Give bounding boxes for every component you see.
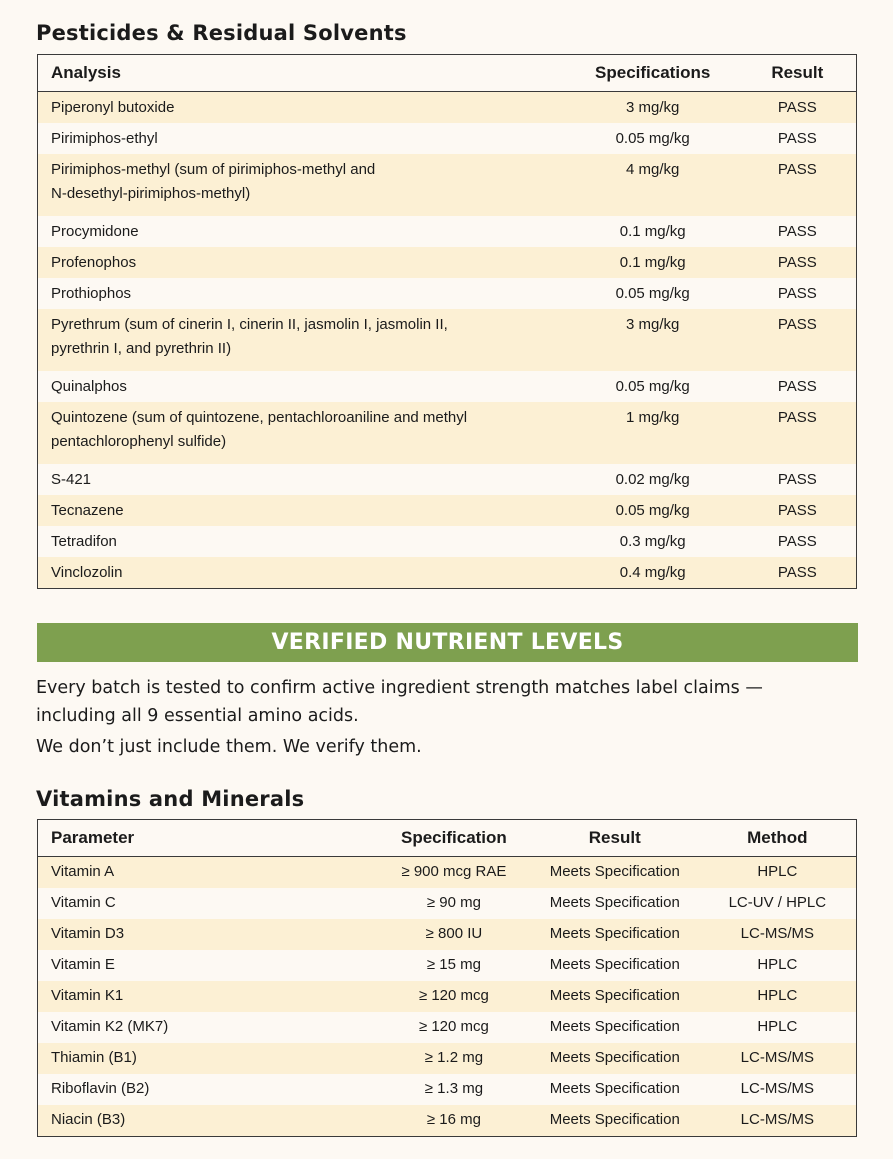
analysis-line: N-desethyl-pirimiphos-methyl) xyxy=(51,185,251,202)
table-row xyxy=(38,950,857,981)
spec-cell: ≥ 16 mg xyxy=(377,1105,531,1137)
analysis-cell xyxy=(38,154,567,216)
table-row xyxy=(38,981,857,1012)
column-header-specifications: Specifications xyxy=(567,55,739,92)
spec-cell: 0.1 mg/kg xyxy=(567,216,739,247)
table-row xyxy=(38,464,857,495)
spec-cell: ≥ 900 mcg RAE xyxy=(377,857,531,889)
method-cell: LC-MS/MS xyxy=(699,1105,857,1137)
spec-cell: ≥ 1.3 mg xyxy=(377,1074,531,1105)
table-row xyxy=(38,495,857,526)
analysis-cell: Quinalphos xyxy=(38,371,567,402)
method-cell: HPLC xyxy=(699,950,857,981)
analysis-line: Pyrethrum (sum of cinerin I, cinerin II, jasmolin I, jasmolin II, xyxy=(51,316,448,333)
spec-cell: 0.05 mg/kg xyxy=(567,371,739,402)
result-cell: Meets Specification xyxy=(531,1074,699,1105)
result-cell: Meets Specification xyxy=(531,1105,699,1137)
verification-tagline: We don’t just include them. We verify them. xyxy=(36,737,422,757)
column-header-parameter: Parameter xyxy=(38,820,377,857)
method-cell: LC-MS/MS xyxy=(699,1074,857,1105)
table-row xyxy=(38,154,857,216)
column-header-result: Result xyxy=(531,820,699,857)
result-cell: PASS xyxy=(739,464,857,495)
spec-cell: 0.02 mg/kg xyxy=(567,464,739,495)
result-cell: PASS xyxy=(739,278,857,309)
parameter-cell: Thiamin (B1) xyxy=(38,1043,377,1074)
method-cell: LC-UV / HPLC xyxy=(699,888,857,919)
parameter-cell: Vitamin C xyxy=(38,888,377,919)
analysis-cell: Procymidone xyxy=(38,216,567,247)
spec-cell: 0.05 mg/kg xyxy=(567,278,739,309)
analysis-cell: Piperonyl butoxide xyxy=(38,92,567,124)
method-cell: HPLC xyxy=(699,1012,857,1043)
analysis-cell: Tetradifon xyxy=(38,526,567,557)
method-cell: LC-MS/MS xyxy=(699,1043,857,1074)
result-cell: PASS xyxy=(739,371,857,402)
analysis-cell xyxy=(38,309,567,371)
analysis-cell xyxy=(38,402,567,464)
spec-cell: 0.3 mg/kg xyxy=(567,526,739,557)
parameter-cell: Riboflavin (B2) xyxy=(38,1074,377,1105)
spec-cell: ≥ 15 mg xyxy=(377,950,531,981)
analysis-line: pyrethrin I, and pyrethrin II) xyxy=(51,340,232,357)
parameter-cell: Vitamin K1 xyxy=(38,981,377,1012)
column-header-result: Result xyxy=(739,55,857,92)
result-cell: PASS xyxy=(739,526,857,557)
paragraph-line: including all 9 essential amino acids. xyxy=(36,706,359,726)
column-header-analysis: Analysis xyxy=(38,55,567,92)
table-row xyxy=(38,402,857,464)
table-row xyxy=(38,1012,857,1043)
parameter-cell: Vitamin K2 (MK7) xyxy=(38,1012,377,1043)
table-row xyxy=(38,1105,857,1137)
table-row xyxy=(38,557,857,589)
method-cell: LC-MS/MS xyxy=(699,919,857,950)
spec-cell: 3 mg/kg xyxy=(567,92,739,124)
table-row xyxy=(38,888,857,919)
table-row xyxy=(38,1043,857,1074)
parameter-cell: Niacin (B3) xyxy=(38,1105,377,1137)
verification-paragraph xyxy=(36,674,856,730)
analysis-cell: Prothiophos xyxy=(38,278,567,309)
result-cell: Meets Specification xyxy=(531,857,699,889)
table-header-row xyxy=(38,820,857,857)
table-row xyxy=(38,123,857,154)
parameter-cell: Vitamin E xyxy=(38,950,377,981)
analysis-line: pentachlorophenyl sulfide) xyxy=(51,433,227,450)
parameter-cell: Vitamin D3 xyxy=(38,919,377,950)
spec-cell: ≥ 90 mg xyxy=(377,888,531,919)
vitamins-section-title: Vitamins and Minerals xyxy=(36,787,305,811)
table-row xyxy=(38,919,857,950)
method-cell: HPLC xyxy=(699,981,857,1012)
vitamins-table xyxy=(37,819,857,1137)
table-row xyxy=(38,857,857,889)
analysis-cell: Pirimiphos-ethyl xyxy=(38,123,567,154)
table-header-row xyxy=(38,55,857,92)
spec-cell: 4 mg/kg xyxy=(567,154,739,216)
result-cell: PASS xyxy=(739,123,857,154)
table-row xyxy=(38,526,857,557)
paragraph-line: Every batch is tested to confirm active ingredient strength matches label claims — xyxy=(36,678,763,698)
result-cell: PASS xyxy=(739,309,857,371)
analysis-cell: S-421 xyxy=(38,464,567,495)
result-cell: PASS xyxy=(739,247,857,278)
result-cell: PASS xyxy=(739,495,857,526)
parameter-cell: Vitamin A xyxy=(38,857,377,889)
result-cell: Meets Specification xyxy=(531,919,699,950)
spec-cell: ≥ 120 mcg xyxy=(377,981,531,1012)
column-header-method: Method xyxy=(699,820,857,857)
result-cell: PASS xyxy=(739,92,857,124)
analysis-line: Quintozene (sum of quintozene, pentachloroaniline and methyl xyxy=(51,409,468,426)
table-row xyxy=(38,309,857,371)
table-row xyxy=(38,92,857,124)
spec-cell: 0.1 mg/kg xyxy=(567,247,739,278)
table-row xyxy=(38,216,857,247)
analysis-line: Pirimiphos-methyl (sum of pirimiphos-methyl and xyxy=(51,161,376,178)
spec-cell: 0.05 mg/kg xyxy=(567,495,739,526)
spec-cell: ≥ 800 IU xyxy=(377,919,531,950)
result-cell: PASS xyxy=(739,216,857,247)
spec-cell: 3 mg/kg xyxy=(567,309,739,371)
result-cell: PASS xyxy=(739,154,857,216)
pesticides-section-title: Pesticides & Residual Solvents xyxy=(36,21,407,45)
column-header-specification: Specification xyxy=(377,820,531,857)
pesticides-table xyxy=(37,54,857,589)
table-row xyxy=(38,247,857,278)
spec-cell: 0.05 mg/kg xyxy=(567,123,739,154)
result-cell: Meets Specification xyxy=(531,981,699,1012)
result-cell: Meets Specification xyxy=(531,888,699,919)
verified-nutrient-levels-banner: VERIFIED NUTRIENT LEVELS xyxy=(37,623,858,662)
analysis-cell: Profenophos xyxy=(38,247,567,278)
table-row xyxy=(38,1074,857,1105)
spec-cell: ≥ 120 mcg xyxy=(377,1012,531,1043)
result-cell: Meets Specification xyxy=(531,1043,699,1074)
table-row xyxy=(38,371,857,402)
method-cell: HPLC xyxy=(699,857,857,889)
table-row xyxy=(38,278,857,309)
analysis-cell: Tecnazene xyxy=(38,495,567,526)
result-cell: PASS xyxy=(739,402,857,464)
spec-cell: ≥ 1.2 mg xyxy=(377,1043,531,1074)
analysis-cell: Vinclozolin xyxy=(38,557,567,589)
spec-cell: 0.4 mg/kg xyxy=(567,557,739,589)
result-cell: Meets Specification xyxy=(531,1012,699,1043)
result-cell: Meets Specification xyxy=(531,950,699,981)
spec-cell: 1 mg/kg xyxy=(567,402,739,464)
result-cell: PASS xyxy=(739,557,857,589)
